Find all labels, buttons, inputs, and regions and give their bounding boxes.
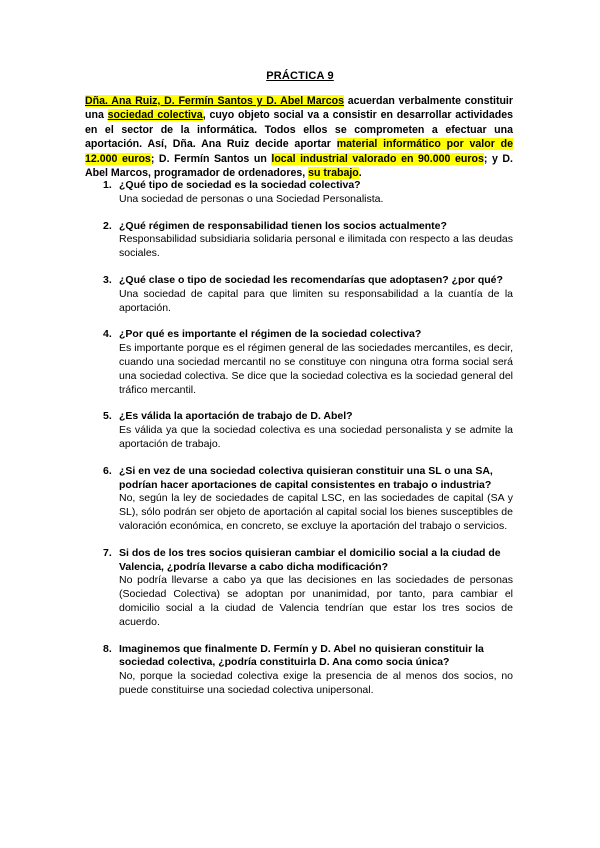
question-item	[85, 179, 513, 207]
question-item	[85, 643, 513, 698]
answer-text: Una sociedad de capital para que limiten su responsabilidad a la cuantía de la aportación.	[119, 287, 513, 314]
question-item	[85, 465, 513, 534]
contribution-abel-highlight: su trabajo	[308, 167, 359, 180]
question-list	[85, 179, 513, 711]
contribution-fermin-highlight: local industrial valorado en 90.000 euros	[271, 152, 484, 165]
intro-text: ; D. Fermín Santos un	[150, 152, 272, 165]
answer-text: No, según la ley de sociedades de capital LSC, en las sociedades de capital (SA y SL), sólo podrán ser objeto de aportación al capital social los bienes susceptibles de valoración económica, en concreto, se excluye la aportación del trabajo o servicios.	[119, 492, 513, 532]
question-item	[85, 274, 513, 315]
question-item	[85, 547, 513, 630]
question-item	[85, 220, 513, 261]
answer-text: No, porque la sociedad colectiva exige la presencia de al menos dos socios, no puede constituirse una sociedad colectiva unipersonal.	[119, 670, 513, 696]
question-number: 5.	[103, 410, 112, 423]
answer-text: Es válida ya que la sociedad colectiva es una sociedad personalista y se admite la aportación de trabajo.	[119, 424, 513, 450]
question-item	[85, 328, 513, 397]
case-statement	[85, 94, 513, 180]
question-number: 3.	[103, 273, 112, 286]
question-number: 4.	[103, 328, 112, 341]
question-number: 7.	[103, 546, 112, 559]
question-text: ¿Si en vez de una sociedad colectiva quisieran constituir una SL o una SA, podrían hacer aportaciones de capital consistentes en trabajo o industria?	[119, 464, 493, 491]
question-text: ¿Qué clase o tipo de sociedad les recomendarías que adoptasen? ¿por qué?	[119, 273, 503, 286]
question-number: 2.	[103, 219, 112, 232]
answer-text: No podría llevarse a cabo ya que las decisiones en las sociedades de personas (Sociedad Colectiva) se adoptan por unanimidad, por tanto, para cambiar el domicilio social a la ciudad de Valencia tendrían que estar los tres socios de acuerdo.	[119, 574, 513, 628]
question-number: 1.	[103, 179, 112, 191]
answer-text: Es importante porque es el régimen general de las sociedades mercantiles, es decir, cuando una sociedad mercantil no se constituye con ninguna otra forma social será una sociedad colectiva. Se dice que la sociedad colectiva es la sociedad general del tráfico mercantil.	[119, 342, 513, 396]
question-text: ¿Es válida la aportación de trabajo de D. Abel?	[119, 410, 353, 423]
question-text: ¿Por qué es importante el régimen de la sociedad colectiva?	[119, 328, 422, 341]
question-text: ¿Qué régimen de responsabilidad tienen los socios actualmente?	[119, 219, 447, 232]
company-type-highlight: sociedad colectiva	[107, 109, 203, 122]
answer-text: Una sociedad de personas o una Sociedad Personalista.	[119, 192, 384, 205]
question-item	[85, 410, 513, 451]
question-number: 6.	[103, 464, 112, 477]
page-title: PRÁCTICA 9	[266, 70, 334, 82]
intro-text: .	[358, 167, 362, 180]
question-number: 8.	[103, 642, 112, 655]
partners-highlight: Dña. Ana Ruiz, D. Fermín Santos y D. Abel Marcos	[85, 95, 344, 107]
question-text: Imaginemos que finalmente D. Fermín y D. Abel no quisieran constituir la sociedad colectiva, ¿podría constituirla D. Ana como socia única?	[119, 642, 484, 669]
intro-text: , cuyo objeto social va a consistir en desarrollar actividades en el sector de la informática. Todos ellos se comprometen a efectuar una aportación. Así, Dña. Ana Ruiz decide aportar	[85, 109, 513, 151]
answer-text: Responsabilidad subsidiaria solidaria personal e ilimitada con respecto a las deudas sociales.	[119, 233, 513, 260]
intro-text: acuerdan verbalmente constituir una	[85, 95, 514, 122]
intro-text: ; y D. Abel Marcos, programador de ordenadores,	[85, 152, 513, 180]
question-text: Si dos de los tres socios quisieran cambiar el domicilio social a la ciudad de Valencia, ¿podría llevarse a cabo dicha modificación?	[119, 546, 501, 573]
question-text: ¿Qué tipo de sociedad es la sociedad colectiva?	[119, 179, 361, 191]
contribution-ana-highlight: material informático por valor de 12.000 euros	[85, 138, 513, 165]
